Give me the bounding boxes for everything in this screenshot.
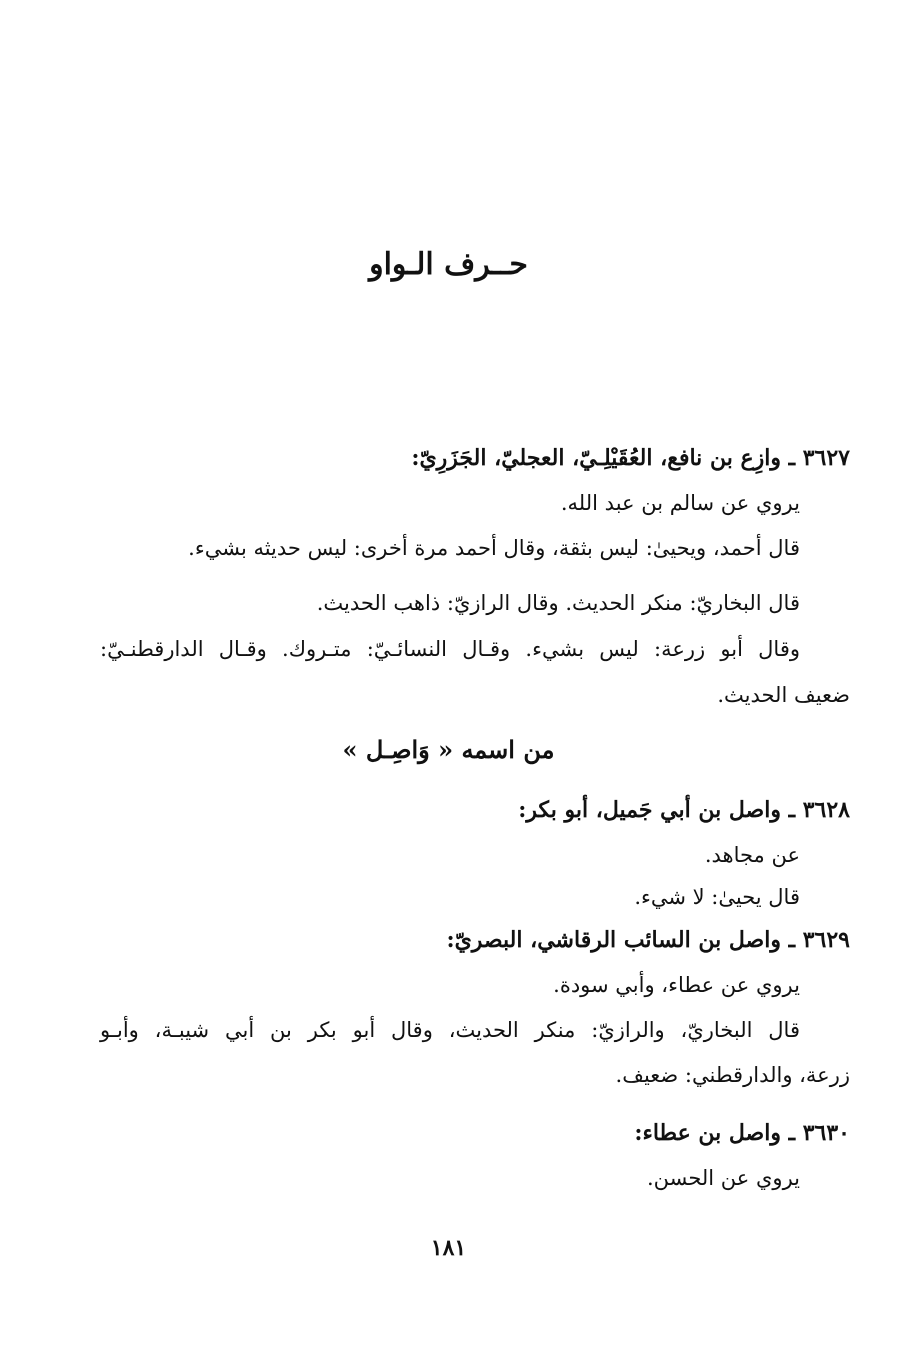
entry-heading-3628: ٣٦٢٨ ـ واصل بن أبي جَميل، أبو بكر: bbox=[518, 797, 850, 823]
entry-line: يروي عن عطاء، وأبي سودة. bbox=[553, 973, 800, 997]
section-heading: من اسمه « وَاصِـل » bbox=[342, 735, 555, 764]
entry-heading-3627: ٣٦٢٧ ـ وازِع بن نافع، العُقَيْلِـيّ، العجليّ، الجَزَرِيّ: bbox=[411, 445, 850, 471]
entry-line: زرعة، والدارقطني: ضعيف. bbox=[615, 1063, 850, 1087]
entry-line: ضعيف الحديث. bbox=[717, 683, 850, 707]
entry-line: قال البخاريّ، والرازيّ: منكر الحديث، وقال أبو بكر بن أبي شيبـة، وأبـو bbox=[100, 1018, 800, 1042]
entry-line: قال يحيىٰ: لا شيء. bbox=[634, 885, 800, 909]
entry-heading-3629: ٣٦٢٩ ـ واصل بن السائب الرقاشي، البصريّ: bbox=[446, 927, 850, 953]
page-title: حــرف الـواو bbox=[369, 247, 528, 282]
entry-heading-3630: ٣٦٣٠ ـ واصل بن عطاء: bbox=[634, 1120, 850, 1146]
entry-line: قال أحمد، ويحيىٰ: ليس بثقة، وقال أحمد مرة أخرى: ليس حديثه بشيء. bbox=[188, 536, 800, 560]
entry-line: قال البخاريّ: منكر الحديث. وقال الرازيّ: ذاهب الحديث. bbox=[316, 591, 800, 615]
entry-line: وقال أبو زرعة: ليس بشيء. وقـال النسائـيّ: متـروك. وقـال الدارقطنـيّ: bbox=[100, 637, 800, 661]
entry-line: عن مجاهد. bbox=[704, 843, 800, 867]
page-number: ١٨١ bbox=[430, 1235, 467, 1261]
entry-line: يروي عن سالم بن عبد الله. bbox=[560, 491, 800, 515]
entry-line: يروي عن الحسن. bbox=[646, 1166, 800, 1190]
